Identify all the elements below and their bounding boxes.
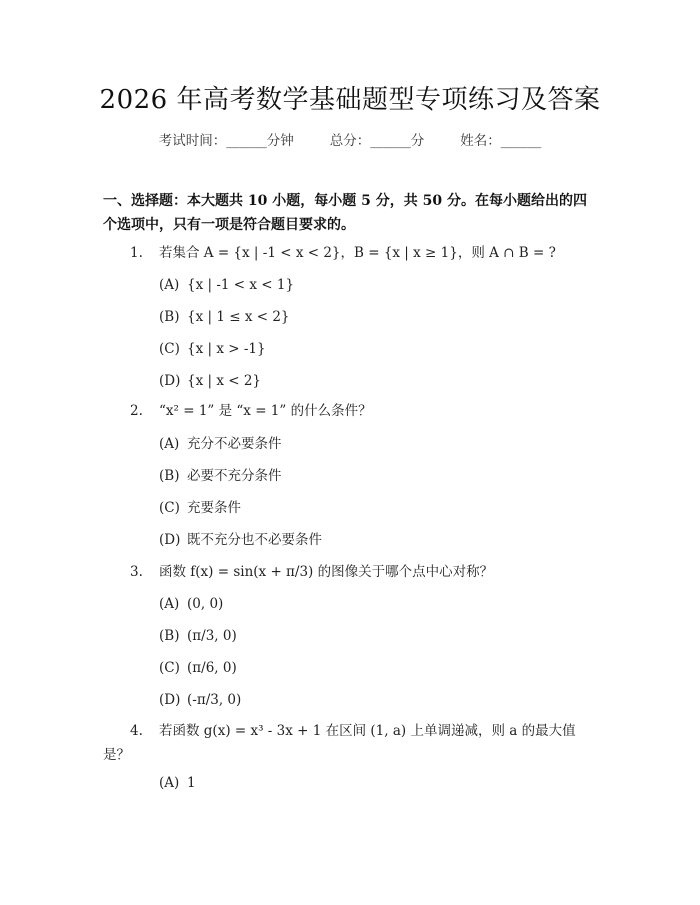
question-text: 若函数 g(x) = x³ - 3x + 1 在区间 (1, a) 上单调递减，则 a 的最大值是？: [103, 723, 576, 763]
question-2-option-d: [159, 530, 589, 550]
section-heading: 一、选择题：本大题共 10 小题，每小题 5 分，共 50 分。在每小题给出的四个选项中，只有一项是符合题目要求的。: [103, 193, 587, 233]
question-3-option-c: [159, 658, 589, 678]
option-label: (C): [159, 500, 180, 516]
option-label: (D): [159, 373, 181, 389]
question-text: 若集合 A = {x | -1 < x < 2}，B = {x | x ≥ 1}，则 A ∩ B = ?: [159, 245, 556, 261]
question-2: [103, 399, 598, 423]
question-2-option-a: [159, 434, 589, 454]
option-label: (C): [159, 341, 180, 357]
option-text: (-π/3, 0): [187, 692, 242, 708]
option-text: (π/6, 0): [187, 660, 237, 676]
option-label: (B): [159, 309, 180, 325]
total-score-field: 总分：______分: [329, 133, 425, 149]
question-2-option-b: [159, 466, 589, 486]
option-label: (A): [159, 596, 180, 612]
question-3-option-d: [159, 690, 589, 710]
option-text: (π/3, 0): [187, 628, 237, 644]
question-1-option-c: [159, 339, 589, 359]
question-4: [103, 719, 598, 767]
option-text: 必要不充分条件: [187, 468, 282, 484]
option-label: (A): [159, 436, 180, 452]
question-number: 1.: [130, 245, 143, 261]
option-label: (C): [159, 660, 180, 676]
question-2-option-c: [159, 498, 589, 518]
question-1-option-b: [159, 307, 589, 327]
option-label: (A): [159, 775, 180, 791]
question-3-option-a: [159, 594, 589, 614]
student-name-field: 姓名：______: [460, 133, 542, 149]
option-text: {x | x < 2}: [187, 373, 262, 389]
option-label: (B): [159, 628, 180, 644]
question-number: 4.: [130, 723, 143, 739]
option-text: 1: [187, 775, 196, 791]
option-text: {x | 1 ≤ x < 2}: [187, 309, 290, 325]
question-3-option-b: [159, 626, 589, 646]
question-3: [103, 560, 598, 584]
option-text: (0, 0): [187, 596, 224, 612]
question-4-option-a: [159, 773, 589, 793]
option-label: (A): [159, 277, 180, 293]
option-text: 充要条件: [187, 500, 241, 516]
question-text: “x² = 1” 是 “x = 1” 的什么条件？: [159, 403, 372, 419]
option-text: {x | -1 < x < 1}: [187, 277, 295, 293]
option-label: (B): [159, 468, 180, 484]
question-1-option-d: [159, 371, 589, 391]
question-number: 2.: [130, 403, 143, 419]
question-1: [103, 241, 598, 265]
option-text: 既不充分也不必要条件: [187, 532, 322, 548]
exam-info: [0, 131, 700, 151]
exam-time-field: 考试时间：______分钟: [158, 133, 294, 149]
option-text: {x | x > -1}: [187, 341, 266, 357]
page-title: 2026 年高考数学基础题型专项练习及答案: [99, 85, 601, 115]
question-number: 3.: [130, 564, 143, 580]
question-1-option-a: [159, 275, 589, 295]
option-label: (D): [159, 692, 181, 708]
option-text: 充分不必要条件: [187, 436, 282, 452]
question-text: 函数 f(x) = sin(x + π/3) 的图像关于哪个点中心对称？: [159, 564, 494, 580]
option-label: (D): [159, 532, 181, 548]
